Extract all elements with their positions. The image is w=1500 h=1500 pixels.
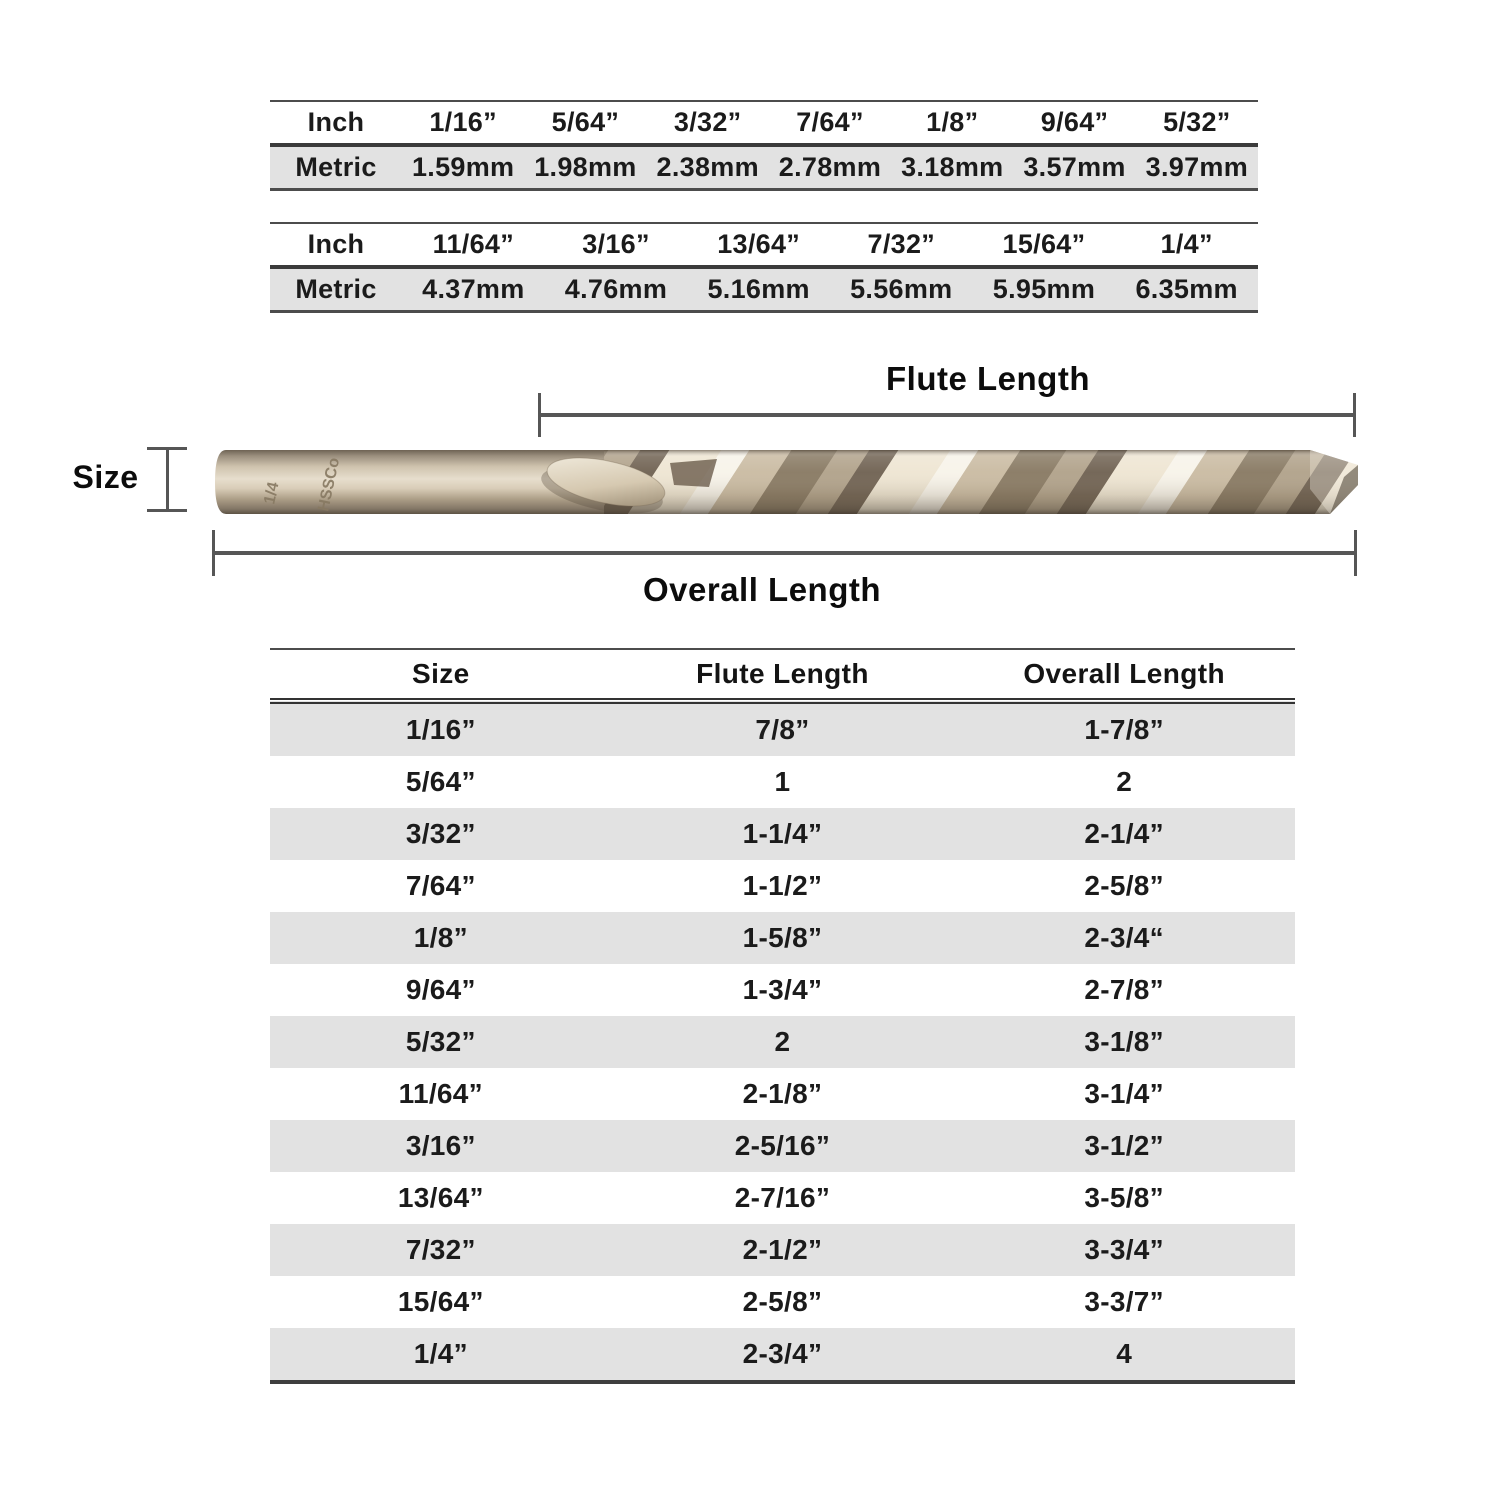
inch-metric-table-2: [270, 222, 1258, 313]
drill-bit-image: [212, 449, 1360, 515]
spec-cell: 1: [612, 756, 954, 808]
spec-cell: 3-1/4”: [953, 1068, 1295, 1120]
metric-row: [270, 267, 1258, 312]
spec-cell: 4: [953, 1328, 1295, 1382]
inch-size-cell: 3/32”: [647, 101, 769, 145]
spec-cell: 2-3/4”: [612, 1328, 954, 1382]
inch-size-cell: 15/64”: [973, 223, 1116, 267]
spec-cell: 1/4”: [270, 1328, 612, 1382]
spec-cell: 5/64”: [270, 756, 612, 808]
inch-size-cell: 7/64”: [769, 101, 891, 145]
overall-length-label: Overall Length: [642, 571, 882, 608]
spec-row: [270, 1224, 1295, 1276]
shank-marking-size: 1/4: [261, 480, 283, 506]
spec-cell: 7/32”: [270, 1224, 612, 1276]
metric-size-cell: 3.97mm: [1136, 145, 1258, 190]
inch-size-cell: 5/64”: [524, 101, 646, 145]
inch-row-label: Inch: [270, 223, 402, 267]
inch-metric-table-1: [270, 100, 1258, 191]
spec-cell: 1/16”: [270, 701, 612, 756]
metric-size-cell: 6.35mm: [1115, 267, 1258, 312]
inch-row-label: Inch: [270, 101, 402, 145]
spec-header-cell: Flute Length: [612, 649, 954, 701]
spec-row: [270, 860, 1295, 912]
spec-header-row: [270, 649, 1295, 701]
flute-length-label: Flute Length: [886, 360, 1090, 397]
metric-row: [270, 145, 1258, 190]
spec-row: [270, 1328, 1295, 1382]
spec-header-cell: Size: [270, 649, 612, 701]
metric-size-cell: 5.56mm: [830, 267, 973, 312]
dimension-tick: [1354, 530, 1357, 576]
spec-cell: 1-7/8”: [953, 701, 1295, 756]
size-spec-table: [270, 648, 1295, 1384]
dimension-tick: [147, 447, 187, 450]
spec-cell: 3/32”: [270, 808, 612, 860]
metric-size-cell: 5.95mm: [973, 267, 1116, 312]
spec-row: [270, 912, 1295, 964]
spec-cell: 5/32”: [270, 1016, 612, 1068]
spec-cell: 3/16”: [270, 1120, 612, 1172]
size-label: Size: [72, 459, 139, 495]
spec-cell: 11/64”: [270, 1068, 612, 1120]
inch-size-cell: 1/4”: [1115, 223, 1258, 267]
spec-cell: 3-5/8”: [953, 1172, 1295, 1224]
dimension-tick: [1353, 393, 1356, 437]
spec-cell: 1/8”: [270, 912, 612, 964]
spec-row: [270, 808, 1295, 860]
spec-header-cell: Overall Length: [953, 649, 1295, 701]
metric-size-cell: 2.38mm: [647, 145, 769, 190]
spec-cell: 7/8”: [612, 701, 954, 756]
spec-cell: 9/64”: [270, 964, 612, 1016]
spec-cell: 3-1/2”: [953, 1120, 1295, 1172]
spec-cell: 1-1/4”: [612, 808, 954, 860]
flute-length-dimension-line: [538, 413, 1356, 417]
metric-size-cell: 4.37mm: [402, 267, 545, 312]
flute-notch: [670, 459, 717, 487]
spec-row: [270, 1016, 1295, 1068]
spec-row: [270, 756, 1295, 808]
spec-row: [270, 1068, 1295, 1120]
dimension-tick: [538, 393, 541, 437]
spec-row: [270, 1276, 1295, 1328]
size-dimension-line: [166, 447, 169, 512]
spec-cell: 15/64”: [270, 1276, 612, 1328]
spec-cell: 2-5/8”: [612, 1276, 954, 1328]
metric-size-cell: 1.59mm: [402, 145, 524, 190]
spec-cell: 2-1/8”: [612, 1068, 954, 1120]
spec-cell: 2-1/2”: [612, 1224, 954, 1276]
spec-cell: 2-5/8”: [953, 860, 1295, 912]
metric-size-cell: 3.18mm: [891, 145, 1013, 190]
spec-row: [270, 1172, 1295, 1224]
spec-row: [270, 964, 1295, 1016]
spec-row: [270, 1120, 1295, 1172]
spec-cell: 3-3/4”: [953, 1224, 1295, 1276]
drill-flutes: [604, 450, 1358, 514]
metric-size-cell: 5.16mm: [687, 267, 830, 312]
spec-cell: 2: [612, 1016, 954, 1068]
spec-cell: 1-1/2”: [612, 860, 954, 912]
inch-size-cell: 5/32”: [1136, 101, 1258, 145]
spec-cell: 1-3/4”: [612, 964, 954, 1016]
spec-cell: 3-3/7”: [953, 1276, 1295, 1328]
shank-marking-material: HSSCo: [315, 456, 344, 513]
inch-row: [270, 101, 1258, 145]
inch-size-cell: 3/16”: [545, 223, 688, 267]
spec-cell: 2: [953, 756, 1295, 808]
inch-size-cell: 11/64”: [402, 223, 545, 267]
metric-row-label: Metric: [270, 267, 402, 312]
inch-size-cell: 1/16”: [402, 101, 524, 145]
inch-size-cell: 1/8”: [891, 101, 1013, 145]
inch-size-cell: 9/64”: [1013, 101, 1135, 145]
spec-cell: 2-7/8”: [953, 964, 1295, 1016]
spec-cell: 1-5/8”: [612, 912, 954, 964]
dimension-tick: [212, 530, 215, 576]
metric-row-label: Metric: [270, 145, 402, 190]
overall-length-dimension-line: [212, 551, 1357, 555]
spec-cell: 2-1/4”: [953, 808, 1295, 860]
dimension-tick: [147, 509, 187, 512]
spec-cell: 13/64”: [270, 1172, 612, 1224]
metric-size-cell: 4.76mm: [545, 267, 688, 312]
inch-row: [270, 223, 1258, 267]
metric-size-cell: 1.98mm: [524, 145, 646, 190]
spec-row: [270, 701, 1295, 756]
spec-cell: 2-3/4“: [953, 912, 1295, 964]
inch-size-cell: 13/64”: [687, 223, 830, 267]
spec-cell: 3-1/8”: [953, 1016, 1295, 1068]
metric-size-cell: 2.78mm: [769, 145, 891, 190]
spec-cell: 2-7/16”: [612, 1172, 954, 1224]
inch-size-cell: 7/32”: [830, 223, 973, 267]
spec-cell: 7/64”: [270, 860, 612, 912]
metric-size-cell: 3.57mm: [1013, 145, 1135, 190]
spec-cell: 2-5/16”: [612, 1120, 954, 1172]
